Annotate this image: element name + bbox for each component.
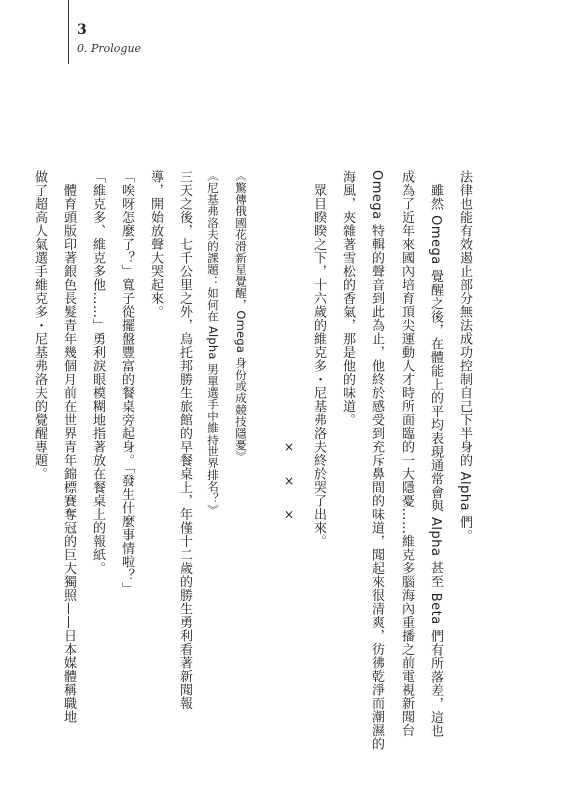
text-column-12: 「維克多、維克多他……」勇利淚眼模糊地指著放在餐桌上的報紙。 [90, 170, 105, 575]
text-column-10: 導，開始放聲大哭起來。 [148, 170, 163, 319]
text-column-14: 做了超高人氣選手維克多・尼基弗洛夫的覺醒專題。 [32, 170, 47, 481]
text-column-6: 眾目睽睽之下，十六歲的維克多・尼基弗洛夫終於哭了出來。 [311, 170, 326, 548]
text-column-5: 海風，夾雜著雪松的香氣，那是他的味道。 [340, 170, 355, 427]
text-column-3: 成為了近年來國內培育頂尖運動人才時所面臨的一大隱憂……維克多腦海內重播之前電視新聞台 [399, 170, 414, 737]
chapter-title: 0. Prologue [77, 42, 142, 55]
text-column-4: Omega 特輯的聲音到此為止，他終於感受到充斥鼻間的味道，聞起來很清爽，彷彿乾淨而潮濕的 [369, 170, 384, 751]
header-rule [68, 0, 69, 64]
page-number: 3 [77, 22, 87, 38]
headline-1: 《驚傳俄國花滑新星覺醒，Omega 身份或成競技隱憂》 [234, 170, 248, 463]
text-column-11: 「唉呀怎麼了？」寬子從擺盤豐富的餐桌旁起身。「發生什麼事情啦？」 [119, 170, 134, 596]
text-column-13: 體育頭版印著銀色長髮青年幾個月前在世界青年錦標賽奪冠的巨大獨照——日本媒體稱職地 [61, 170, 76, 724]
text-column-2: 雖然 Omega 覺醒之後，在體能上的平均表現通常會與 Alpha 甚至 Beta 們有所落差，這也 [428, 170, 443, 738]
headline-2: 《尼基弗洛夫的課題：如何在 Alpha 男單選手中維持世界排名？》 [206, 170, 220, 516]
text-column-9: 三天之後，七千公里之外，烏托邦勝生旅館的早餐桌上，年僅十二歲的勝生勇利看著新聞報 [177, 170, 192, 710]
text-column-1: 法律也能有效遏止部分無法成功控制自己下半身的 Alpha 們。 [457, 170, 472, 543]
section-separator: × × × [282, 440, 296, 530]
